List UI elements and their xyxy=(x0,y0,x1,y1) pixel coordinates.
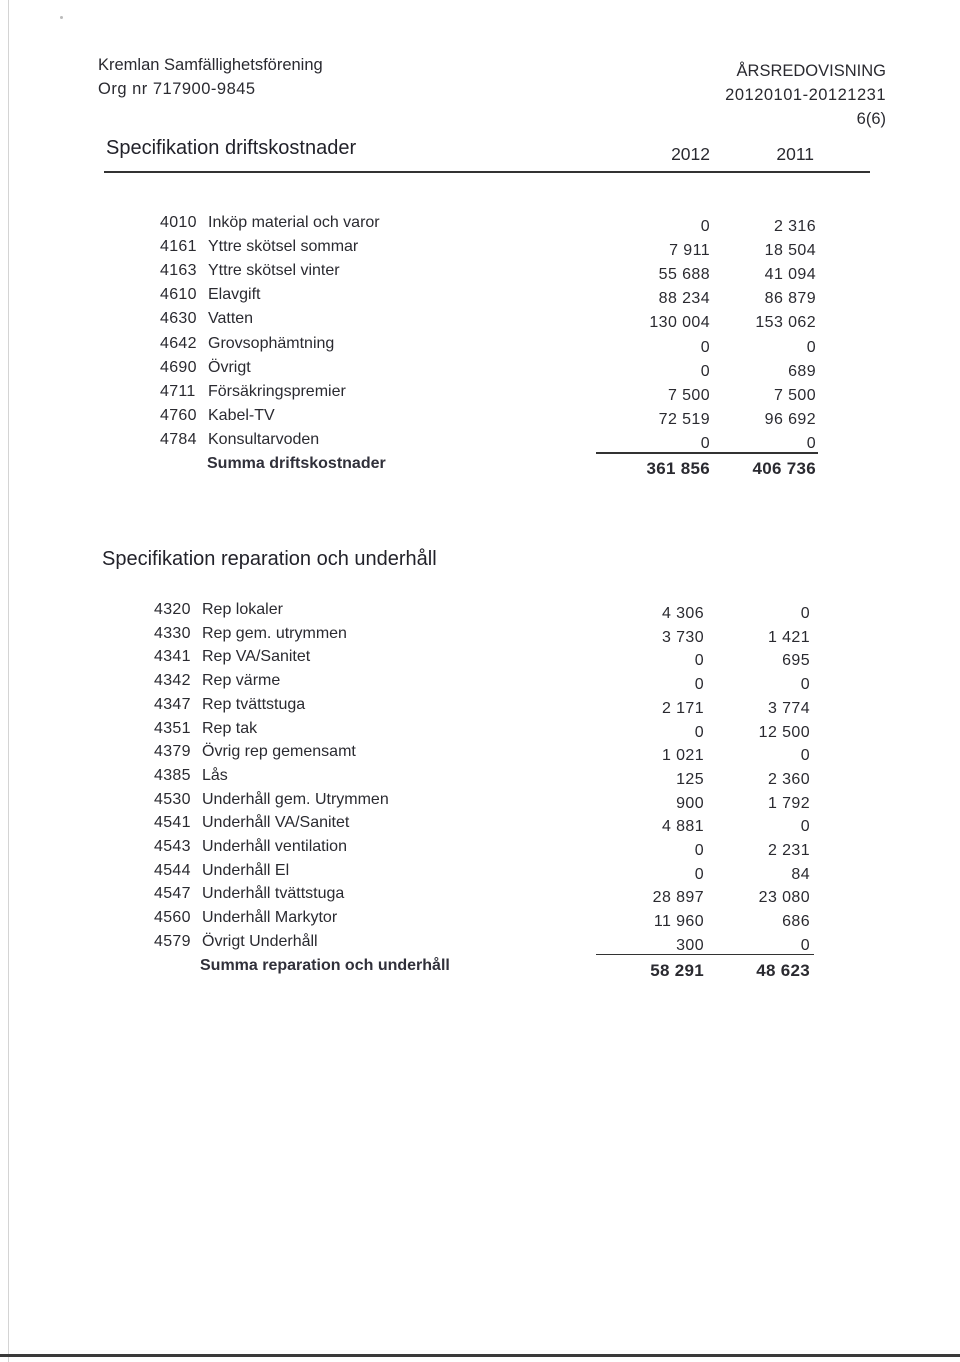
value-2012: 0 xyxy=(700,218,710,235)
value-2012: 55 688 xyxy=(658,266,710,284)
value-2012: 130 004 xyxy=(649,314,710,332)
table-row xyxy=(154,885,914,909)
value-2012: 0 xyxy=(700,362,710,380)
value-2011: 0 xyxy=(800,605,810,622)
account-label: Underhåll tvättstuga xyxy=(202,885,345,903)
account-label: Rep VA/Sanitet xyxy=(202,648,311,666)
account-label: Lås xyxy=(202,766,228,784)
sum-value-2011: 406 736 xyxy=(752,459,816,478)
scan-speck xyxy=(60,16,63,19)
value-2011: 3 774 xyxy=(767,699,810,717)
account-label: Övrig rep gemensamt xyxy=(202,743,356,761)
table-row xyxy=(154,838,914,862)
account-label: Underhåll VA/Sanitet xyxy=(202,814,350,832)
account-label: Rep gem. utrymmen xyxy=(202,624,347,642)
value-2011: 2 360 xyxy=(767,770,810,788)
value-2012: 4 881 xyxy=(661,818,704,836)
account-label: Övrigt Underhåll xyxy=(202,932,318,950)
value-2012: 0 xyxy=(694,676,704,694)
table-row xyxy=(154,696,914,720)
account-code: 4385 xyxy=(154,766,191,784)
account-label: Rep värme xyxy=(202,672,281,690)
value-2012: 72 519 xyxy=(658,410,710,428)
account-code: 4579 xyxy=(154,932,191,950)
account-code: 4163 xyxy=(160,262,197,280)
account-code: 4341 xyxy=(154,648,191,666)
value-2012: 0 xyxy=(694,842,704,859)
value-2011: 0 xyxy=(806,434,816,452)
value-2012: 7 500 xyxy=(667,386,710,404)
sum-label: Summa driftskostnader xyxy=(207,455,386,472)
scan-edge xyxy=(8,0,9,1362)
account-label: Försäkringspremier xyxy=(208,382,346,400)
value-2011: 84 xyxy=(791,865,810,883)
value-2012: 0 xyxy=(700,434,710,452)
table-row xyxy=(160,310,920,334)
account-label: Vatten xyxy=(208,310,254,328)
value-2012: 3 730 xyxy=(661,628,704,646)
account-code: 4610 xyxy=(160,286,197,304)
table-row xyxy=(160,407,920,431)
value-2011: 0 xyxy=(800,747,810,765)
table-row xyxy=(154,648,914,672)
account-code: 4760 xyxy=(160,406,197,424)
value-2011: 1 421 xyxy=(767,628,810,646)
account-label: Konsultarvoden xyxy=(208,430,320,448)
value-2012: 0 xyxy=(694,865,704,883)
table-row xyxy=(154,814,914,838)
table-row xyxy=(154,625,914,649)
value-2011: 153 062 xyxy=(755,314,816,332)
page-number: 6(6) xyxy=(856,110,886,128)
value-2011: 2 316 xyxy=(773,218,816,235)
account-code: 4342 xyxy=(154,672,191,690)
sum-value-2012: 361 856 xyxy=(646,459,710,478)
sum-label: Summa reparation och underhåll xyxy=(200,956,450,974)
table-row xyxy=(154,601,914,625)
table-row xyxy=(154,720,914,744)
value-2011: 689 xyxy=(788,362,816,380)
account-code: 4320 xyxy=(154,601,191,618)
account-code: 4560 xyxy=(154,909,191,927)
account-code: 4351 xyxy=(154,719,191,737)
account-label: Yttre skötsel sommar xyxy=(208,238,359,256)
table-row xyxy=(160,383,920,407)
account-label: Inköp material och varor xyxy=(208,214,380,231)
value-2011: 23 080 xyxy=(758,889,810,907)
sum-rule xyxy=(596,954,814,956)
value-2012: 300 xyxy=(676,936,704,954)
org-number: Org nr 717900-9845 xyxy=(98,80,256,98)
value-2011: 695 xyxy=(782,652,810,670)
sum-row xyxy=(154,957,914,981)
account-code: 4630 xyxy=(160,310,197,328)
account-label: Grovsophämtning xyxy=(208,334,335,352)
value-2011: 2 231 xyxy=(767,842,810,859)
value-2012: 28 897 xyxy=(652,889,704,907)
account-label: Yttre skötsel vinter xyxy=(208,262,340,280)
value-2012: 1 021 xyxy=(661,747,704,765)
report-title: ÅRSREDOVISNING xyxy=(736,62,886,80)
account-label: Övrigt xyxy=(208,358,251,376)
account-code: 4530 xyxy=(154,790,191,808)
value-2012: 7 911 xyxy=(669,242,710,260)
sum-value-2011: 48 623 xyxy=(756,960,810,980)
account-label: Underhåll gem. Utrymmen xyxy=(202,790,389,808)
table-row xyxy=(160,286,920,310)
value-2012: 2 171 xyxy=(661,699,704,717)
account-code: 4379 xyxy=(154,743,191,761)
value-2012: 125 xyxy=(676,770,704,788)
value-2011: 0 xyxy=(800,818,810,836)
header-rule xyxy=(104,171,870,173)
account-code: 4711 xyxy=(160,382,196,400)
value-2011: 7 500 xyxy=(773,386,816,404)
value-2011: 86 879 xyxy=(764,290,816,308)
value-2011: 41 094 xyxy=(764,266,816,284)
sum-row xyxy=(160,455,920,479)
value-2012: 900 xyxy=(676,794,704,812)
value-2011: 18 504 xyxy=(764,242,816,260)
scan-edge-bottom xyxy=(0,1354,960,1357)
report-period: 20120101-20121231 xyxy=(725,86,886,104)
table-row xyxy=(154,743,914,767)
value-2012: 11 960 xyxy=(653,913,704,931)
account-code: 4543 xyxy=(154,838,191,855)
value-2012: 88 234 xyxy=(658,290,710,308)
account-label: Underhåll El xyxy=(202,861,290,879)
value-2012: 0 xyxy=(694,723,704,741)
account-code: 4784 xyxy=(160,430,197,448)
org-name: Kremlan Samfällighetsförening xyxy=(98,56,323,74)
account-label: Rep lokaler xyxy=(202,601,283,618)
value-2012: 4 306 xyxy=(661,605,704,622)
table-row xyxy=(154,791,914,815)
account-code: 4544 xyxy=(154,861,191,879)
account-code: 4347 xyxy=(154,695,191,713)
table-row xyxy=(160,359,920,383)
value-2011: 0 xyxy=(800,676,810,694)
value-2011: 12 500 xyxy=(758,723,810,741)
account-label: Underhåll ventilation xyxy=(202,838,347,855)
account-code: 4541 xyxy=(154,814,191,832)
account-code: 4161 xyxy=(160,238,197,256)
value-2011: 0 xyxy=(806,338,816,356)
table-row xyxy=(154,862,914,886)
sum-rule xyxy=(596,452,818,454)
account-code: 4690 xyxy=(160,358,197,376)
table-row xyxy=(154,909,914,933)
account-code: 4547 xyxy=(154,885,191,903)
value-2011: 0 xyxy=(800,936,810,954)
column-header-2011: 2011 xyxy=(776,144,814,164)
account-label: Kabel-TV xyxy=(208,406,275,424)
table-row xyxy=(160,238,920,262)
value-2011: 96 692 xyxy=(764,410,816,428)
value-2011: 686 xyxy=(782,913,810,931)
value-2012: 0 xyxy=(694,652,704,670)
sum-value-2012: 58 291 xyxy=(650,960,704,980)
account-label: Elavgift xyxy=(208,286,261,304)
account-label: Underhåll Markytor xyxy=(202,909,338,927)
account-label: Rep tvättstuga xyxy=(202,695,306,713)
column-header-2012: 2012 xyxy=(671,144,710,164)
table-row xyxy=(160,335,920,359)
value-2011: 1 792 xyxy=(767,794,810,812)
table-row xyxy=(160,214,920,238)
account-code: 4642 xyxy=(160,334,197,352)
account-label: Rep tak xyxy=(202,719,258,737)
account-code: 4330 xyxy=(154,624,191,642)
table-row xyxy=(154,672,914,696)
table-row xyxy=(160,262,920,286)
repair-section-title: Specifikation reparation och underhåll xyxy=(102,548,437,570)
table-row xyxy=(154,767,914,791)
value-2012: 0 xyxy=(700,338,710,356)
drift-section-title: Specifikation driftskostnader xyxy=(106,137,357,159)
account-code: 4010 xyxy=(160,214,197,231)
